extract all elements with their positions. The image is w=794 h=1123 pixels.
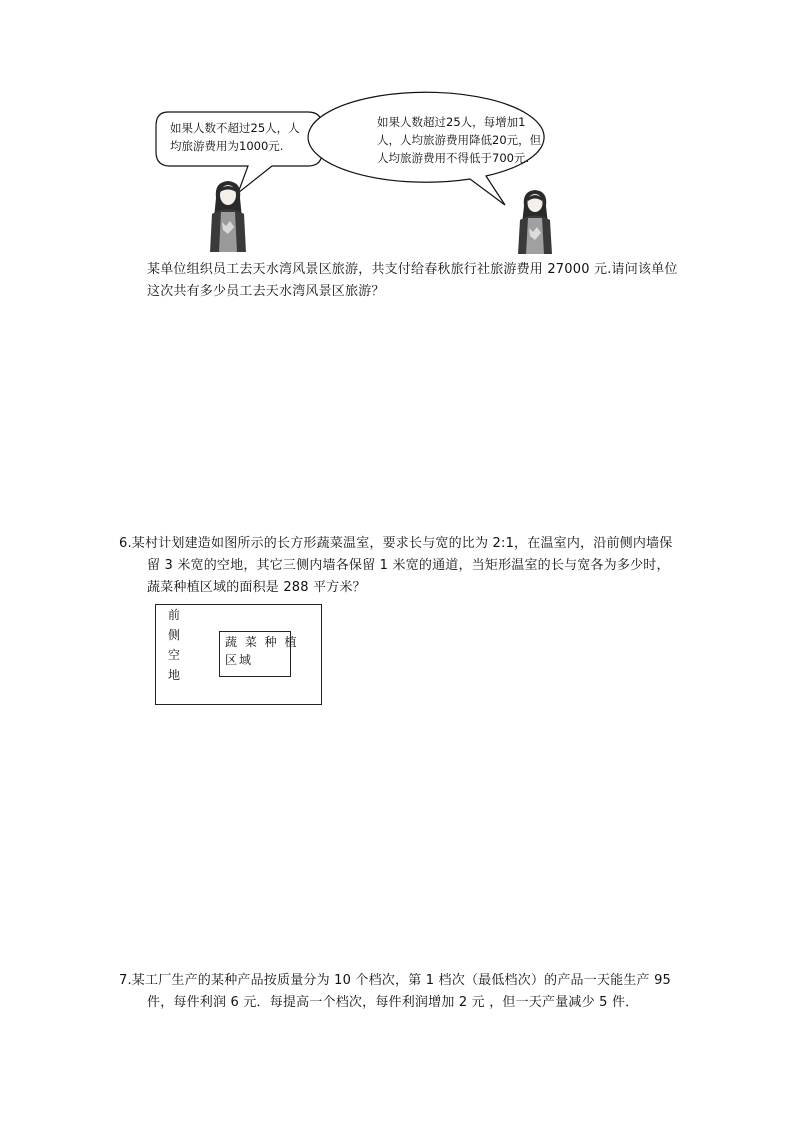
right-bubble-line-1: 如果人数超过25人，每增加1 [377,115,526,129]
question-6 [119,533,672,599]
question-6-line-3: 蔬菜种植区域的面积是 288 平方米？ [147,580,366,595]
question-7 [119,970,671,1014]
left-bubble-line-1: 如果人数不超过25人，人 [170,121,300,135]
girl-figure-right [514,188,556,254]
front-label-char-1: 前 [167,608,180,622]
question-5-line-2: 这次共有多少员工去天水湾风景区旅游？ [147,284,385,299]
front-space-label [167,605,181,685]
question-6-line-2: 留 3 米宽的空地，其它三侧内墙各保留 1 米宽的通道，当矩形温室的长与宽各为多少时， [147,558,670,573]
question-7-line-1: 7.某工厂生产的某种产品按质量分为 10 个档次，第 1 档次（最低档次）的产品一天能生产 95 [119,973,672,988]
question-6-line-1: 6.某村计划建造如图所示的长方形蔬菜温室，要求长与宽的比为 2:1，在温室内，沿前侧内墙保 [119,536,673,551]
front-label-char-3: 空 [167,648,180,662]
question-5-line-1: 某单位组织员工去天水湾风景区旅游，共支付给春秋旅行社旅游费用 27000 元.请问该单位 [147,262,678,277]
right-bubble-line-3: 人均旅游费用不得低于700元. [377,151,530,165]
girl-figure-left [206,178,250,252]
question-5 [147,259,678,303]
planting-area-label-line-1: 蔬 菜 种 植 [225,635,299,649]
right-bubble-text [377,113,541,167]
left-bubble-line-2: 均旅游费用为1000元. [170,139,284,153]
front-label-char-4: 地 [167,668,180,682]
front-label-char-2: 侧 [167,628,180,642]
right-bubble-line-2: 人，人均旅游费用降低20元，但 [377,133,542,147]
planting-area-label-line-2: 区域 [225,653,254,667]
planting-area-label [225,633,298,669]
question-7-line-2: 件，每件利润 6 元．每提高一个档次，每件利润增加 2 元 ，但一天产量减少 5 件． [147,995,639,1010]
left-bubble-text [170,119,300,155]
